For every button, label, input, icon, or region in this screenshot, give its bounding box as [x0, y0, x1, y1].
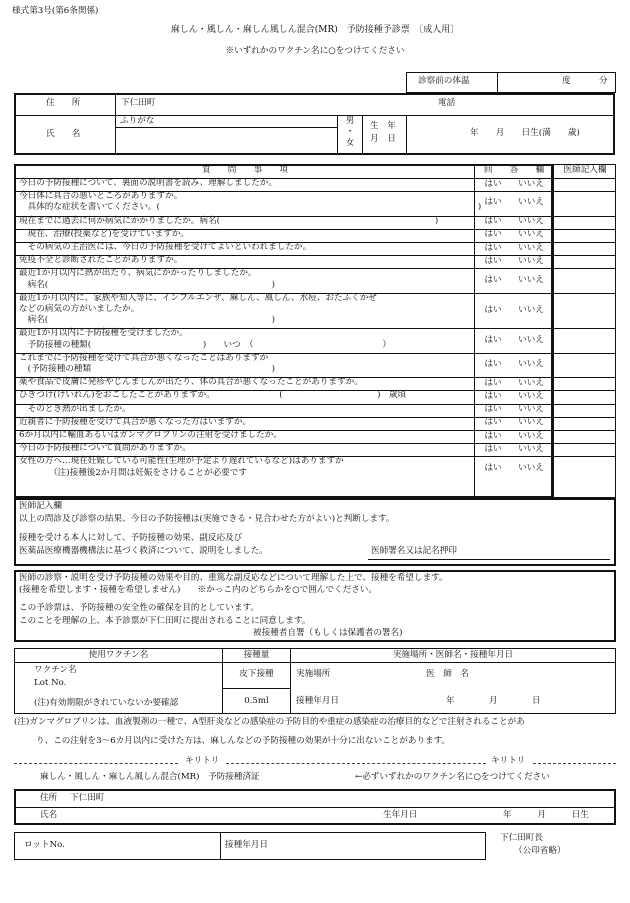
note-line-1: (注)ガンマグロブリンは、血液製剤の一種で、A型肝炎などの感染症の予防目的や重症の感染症の治療目的などで注射されることがあ	[14, 717, 525, 727]
question-text: その病気の主治医には、今日の予防接種を受けてよいといわれましたか。	[19, 242, 312, 252]
consent-line-4: このことを理解の上、本予診票が下仁田町に提出されることに同意します。	[19, 616, 311, 626]
issuer-note: （公印省略）	[514, 846, 566, 856]
certificate-address-label: 住所	[40, 793, 58, 803]
answer-yes[interactable]: はい	[484, 274, 502, 285]
answer-yes[interactable]: はい	[484, 304, 502, 315]
question-text: 現在、治療(投薬など)を受けていますか。	[19, 228, 189, 239]
consent-line-2[interactable]: (接種を希望します・接種を希望しません) ※かっこ内のどちらかを○で囲んでください。	[19, 585, 377, 595]
doctor-explain-2: 医薬品医療機器機構法に基づく救済について、説明をしました。	[19, 546, 268, 556]
question-text: 最近1か月以内に予防接種を受けましたか。	[19, 328, 188, 339]
consent-line-1: 医師の診察・説明を受け予防接種の効果や目的、重篤な副反応などについて理解した上で、接種を希望します。	[19, 573, 448, 583]
question-text: 今日の予防接種について質問がありますか。	[19, 443, 191, 454]
question-text: 免疫不全と診断されたことがありますか。	[19, 255, 183, 266]
issuer: 下仁田町長	[500, 833, 543, 843]
subtitle: ※いずれかのワクチン名に○をつけてください	[225, 46, 405, 56]
doctor-column-header: 医師記入欄	[563, 165, 607, 175]
answer-yes[interactable]: はい	[484, 417, 502, 428]
route: 皮下接種	[239, 669, 274, 679]
col-dose: 接種量	[243, 650, 270, 660]
note-line-2: り、この注射を3～6カ月以内に受けた方は、麻しんなどの予防接種の効果が十分に出ないことがあります。	[36, 736, 451, 746]
consent-signature[interactable]: 被接種者自署（もしくは保護者の署名)	[253, 628, 403, 638]
answer-yes[interactable]: はい	[484, 229, 502, 240]
address-label: 住 所	[46, 98, 81, 108]
answer-no[interactable]: いいえ	[518, 242, 544, 253]
lot-label: Lot No.	[34, 678, 67, 688]
answer-yes[interactable]: はい	[484, 377, 502, 388]
cut-line-right	[533, 763, 616, 764]
consent-line-3: この予診票は、予防接種の安全性の確保を目的としています。	[19, 603, 259, 613]
cut-label-right: キリトリ	[491, 756, 526, 766]
answer-yes[interactable]: はい	[484, 462, 502, 473]
dose-value: 0.5ml	[244, 696, 269, 706]
answers-header: 回 答 欄	[483, 165, 545, 175]
col-vaccine: 使用ワクチン名	[88, 650, 149, 660]
certificate-date-label: 接種年月日	[225, 840, 268, 850]
expiry-note: (注)有効期限がきれていないか要確認	[34, 698, 179, 708]
answer-no[interactable]: いいえ	[518, 391, 544, 401]
place-label: 実施場所	[296, 669, 331, 679]
vaccination-date-value: 年 月 日	[446, 696, 541, 706]
answer-yes[interactable]: はい	[484, 430, 502, 441]
question-text: ひきつけ(けいれん)をおこしたことがありますか。 ( ) 歳頃	[19, 390, 407, 401]
vaccination-date-label: 接種年月日	[296, 696, 339, 706]
vaccine-name-label: ワクチン名	[34, 665, 77, 675]
answer-yes[interactable]: はい	[484, 178, 502, 189]
cut-label-left: キリトリ	[185, 756, 220, 766]
answer-no[interactable]: いいえ	[518, 274, 544, 285]
answer-no[interactable]: いいえ	[518, 462, 544, 473]
dob-value: 年 月 日生(満 歳)	[470, 128, 580, 138]
answer-no[interactable]: いいえ	[518, 359, 544, 369]
answer-no[interactable]: いいえ	[518, 443, 544, 454]
temperature-label: 診察前の体温	[418, 76, 470, 86]
answer-yes[interactable]: はい	[484, 334, 502, 345]
question-text: 近親者に予防接種を受けて具合が悪くなった方はいますか。	[19, 416, 252, 427]
doctor-signature[interactable]: 医師署名又は記名押印	[371, 546, 457, 556]
cut-line-left	[14, 763, 178, 764]
answer-no[interactable]: いいえ	[518, 216, 544, 227]
question-text: 具体的な症状を書いてください。( )	[19, 202, 482, 213]
answer-no[interactable]: いいえ	[518, 255, 544, 266]
question-text: 今日の予防接種について、裏面の説明書を読み、理解しましたか。	[19, 178, 277, 188]
dob-label-2: 月 日	[370, 134, 396, 144]
answer-yes[interactable]: はい	[484, 443, 502, 454]
question-text: 女性の方へ…現在妊娠している可能性(生理が予定より遅れているなど)はありますか	[19, 456, 344, 467]
question-text: 病名( )	[19, 279, 275, 290]
certificate-note: ←必ずいずれかのワクチン名に○をつけてください	[355, 772, 550, 782]
cut-line-middle	[226, 763, 486, 764]
answer-no[interactable]: いいえ	[518, 229, 544, 240]
answer-yes[interactable]: はい	[484, 391, 502, 401]
question-text: （注)接種後2か月間は妊娠をさけることが必要です	[19, 467, 247, 478]
certificate-name-label: 氏名	[40, 810, 58, 820]
answer-yes[interactable]: はい	[484, 197, 502, 208]
question-text: 予防接種の種類( ) いつ （ ）	[19, 339, 391, 350]
sex-female[interactable]: 女	[345, 138, 355, 148]
address-value[interactable]: 下仁田町	[121, 98, 156, 108]
question-text: 6か月以内に輸血あるいはガンマグロブリンの注射を受けましたか。	[19, 430, 282, 440]
col-place: 実施場所・医師名・接種年月日	[392, 650, 514, 660]
furigana-label: ふりがな	[120, 116, 155, 126]
page-title: 麻しん・風しん・麻しん風しん混合(MR) 予防接種予診票 〔成人用〕	[170, 25, 460, 35]
doctor-column-box	[553, 164, 616, 498]
answer-yes[interactable]: はい	[484, 216, 502, 227]
doctor-section-label: 医師記入欄	[19, 501, 62, 511]
question-text: 現在までに過去に何か病気にかかりましたか。病名( )	[19, 215, 439, 226]
certificate-address-value: 下仁田町	[70, 793, 105, 803]
answer-no[interactable]: いいえ	[518, 197, 544, 208]
questions-header: 質 問 事 項	[202, 165, 288, 175]
answer-no[interactable]: いいえ	[518, 430, 544, 441]
doctor-explain-1: 接種を受ける本人に対して、予防接種の効果、副反応及び	[19, 533, 243, 543]
personal-info-box	[14, 93, 615, 155]
temperature-unit-deg: 度	[562, 76, 571, 86]
certificate-dob-label: 生年月日	[383, 810, 418, 820]
doctor-name-label: 医 師 名	[426, 669, 469, 679]
answer-no[interactable]: いいえ	[518, 377, 544, 388]
question-text: などの病気の方がいましたか。	[19, 304, 140, 314]
question-text: 病名( )	[19, 315, 275, 326]
sex-dot: ・	[345, 127, 355, 137]
certificate-lot-label: ロットNo.	[24, 840, 65, 850]
temperature-unit-min: 分	[599, 76, 608, 86]
form-number: 様式第3号(第6条関係)	[12, 6, 99, 16]
phone-label: 電話	[438, 98, 456, 108]
question-text: (予防接種の種類 )	[19, 364, 275, 374]
certificate-title: 麻しん・風しん・麻しん風しん混合(MR) 予防接種済証	[40, 772, 260, 782]
answer-no[interactable]: いいえ	[518, 417, 544, 428]
dob-label-1: 生 年	[370, 121, 396, 131]
answer-no[interactable]: いいえ	[518, 334, 544, 345]
answer-no[interactable]: いいえ	[518, 178, 544, 189]
answer-yes[interactable]: はい	[484, 255, 502, 266]
question-text: これまでに予防接種を受けて具合が悪くなったことはありますか	[19, 352, 269, 363]
certificate-dob-value: 年 月 日生	[503, 810, 589, 820]
answer-no[interactable]: いいえ	[518, 404, 544, 415]
sex-male[interactable]: 男	[345, 116, 355, 126]
question-text: 最近1か月以内に、家族や知人等に、インフルエンザ、麻しん、風しん、水痘、おたふくかぜ	[19, 292, 377, 303]
question-text: 今日体に具合の悪いところがありますか。	[19, 191, 183, 202]
answer-yes[interactable]: はい	[484, 359, 502, 369]
question-text: 薬や食品で皮膚に発疹やじんましんが出たり、体の具合が悪くなったことがありますか。	[19, 377, 363, 388]
question-text: 最近1か月以内に熱が出たり、病気にかかったりしましたか。	[19, 268, 257, 279]
answer-yes[interactable]: はい	[484, 242, 502, 253]
question-text: そのとき熱が出ましたか。	[19, 403, 131, 414]
answer-no[interactable]: いいえ	[518, 304, 544, 315]
answer-yes[interactable]: はい	[484, 404, 502, 415]
doctor-judgment: 以上の問診及び診察の結果、今日の予防接種は(実施できる・見合わせた方がよい)と判断します。	[19, 514, 395, 524]
name-label: 氏 名	[46, 129, 81, 139]
